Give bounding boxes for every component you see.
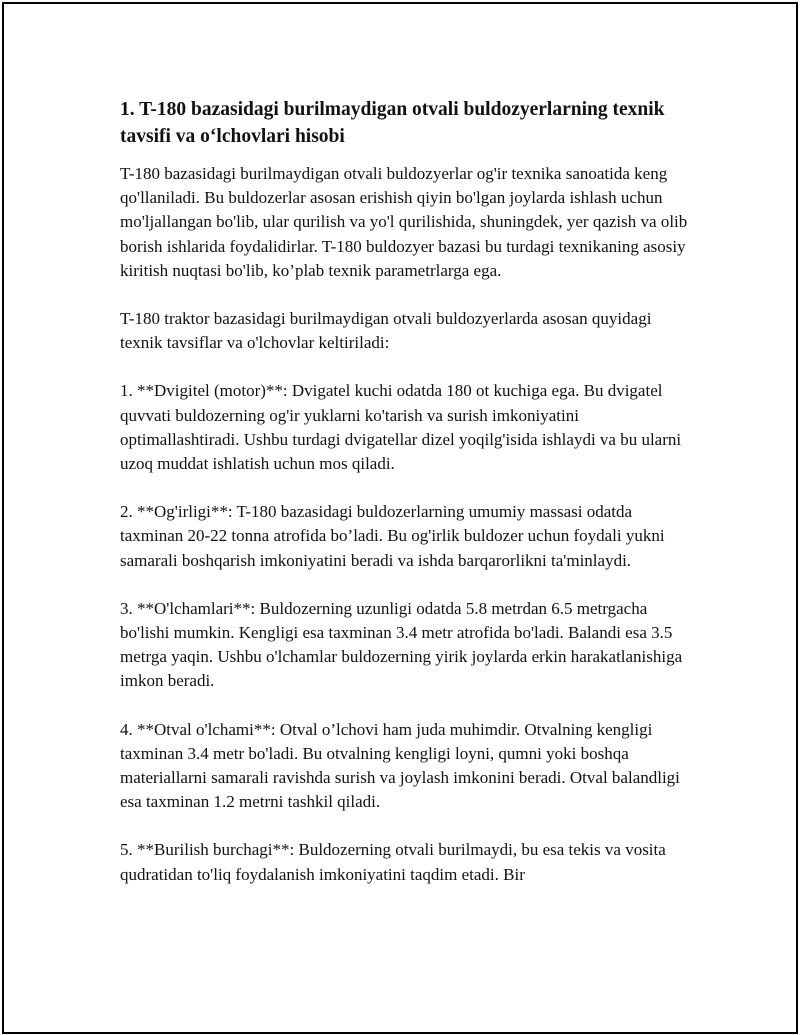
document-page xyxy=(2,2,798,1034)
paragraph-engine: 1. **Dvigitel (motor)**: Dvigatel kuchi odatda 180 ot kuchiga ega. Bu dvigatel quvvati buldozerning og'ir yuklarni ko'tarish va surish imkoniyatini optimallashtiradi. Ushbu turdagi dvigatellar dizel yoqilg'isida ishlaydi va bu ularni uzoq muddat ishlatish uchun mos qiladi. xyxy=(120,381,682,474)
paragraph-turning-angle: 5. **Burilish burchagi**: Buldozerning otvali burilmaydi, bu esa tekis va vosita qudratidan to'liq foydalanish imkoniyatini taqdim etadi. Bir xyxy=(120,840,666,884)
document-body xyxy=(120,96,692,887)
section-heading: 1. T-180 bazasidagi burilmaydigan otvali buldozyerlarning texnik tavsifi va o‘lchovlari hisobi xyxy=(120,99,665,147)
paragraph-blade-size: 4. **Otval o'lchami**: Otval o’lchovi ham juda muhimdir. Otvalning kengligi taxminan 3.4 metr bo'ladi. Bu otvalning kengligi loyni, qumni yoki boshqa materiallarni samarali ravishda surish va joylash imkonini beradi. Otval balandligi esa taxminan 1.2 metrni tashkil qiladi. xyxy=(120,719,680,812)
paragraph-overview: T-180 traktor bazasidagi burilmaydigan otvali buldozyerlarda asosan quyidagi texnik tavsiflar va o'lchovlar keltiriladi: xyxy=(120,309,652,353)
paragraph-weight: 2. **Og'irligi**: T-180 bazasidagi buldozerlarning umumiy massasi odatda taxminan 20-22 tonna atrofida bo’ladi. Bu og'irlik buldozer uchun foydali yukni samarali boshqarish imkoniyatini beradi va ishda barqarorlikni ta'minlaydi. xyxy=(120,502,665,570)
paragraph-dimensions: 3. **O'lchamlari**: Buldozerning uzunligi odatda 5.8 metrdan 6.5 metrgacha bo'lishi mumkin. Kengligi esa taxminan 3.4 metr atrofida bo'ladi. Balandi esa 3.5 metrga yaqin. Ushbu o'lchamlar buldozerning yirik joylarda erkin harakatlanishiga imkon beradi. xyxy=(120,598,683,691)
paragraph-intro: T-180 bazasidagi burilmaydigan otvali buldozyerlar og'ir texnika sanoatida keng qo'llaniladi. Bu buldozerlar asosan erishish qiyin bo'lgan joylarda ishlash uchun mo'ljallangan bo'lib, ular qurilish va yo'l qurilishida, shuningdek, yer qazish va olib borish ishlarida foydalidirlar. T-180 buldozyer bazasi bu turdagi texnikaning asosiy kiritish nuqtasi bo'lib, ko’plab texnik parametrlarga ega. xyxy=(120,164,688,280)
